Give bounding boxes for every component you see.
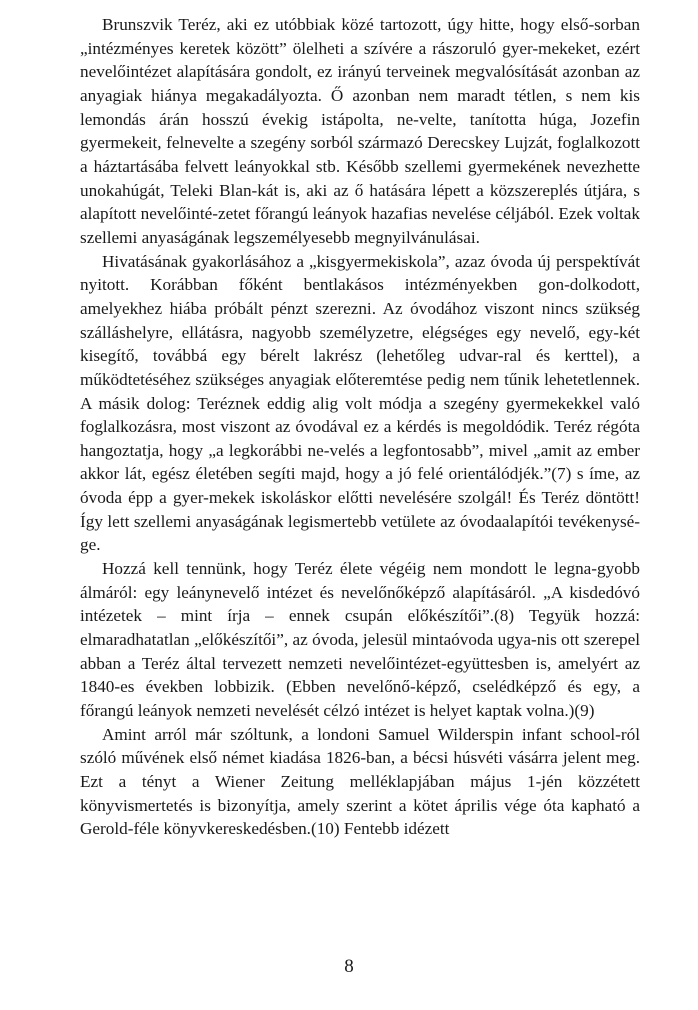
- text-body: [80, 13, 640, 841]
- paragraph-3: Hozzá kell tennünk, hogy Teréz élete végéig nem mondott le legna-gyobb álmáról: egy leánynevelő intézet és nevelőnőképző alapításáról. „A kisdedóvó intézetek – mint írja – ennek csupán előkészítői”.(8) Tegyük hozzá: elmaradhatatlan „előkészítői”, az óvoda, jelesül mintaóvoda ugya-nis ott szerepel abban a Teréz által tervezett nemzeti nevelőintézet-együttesben is, amelyért az 1840-es években lobbizik. (Ebben nevelőnő-képző, cselédképző és egy, a főrangú leányok nemzeti nevelését célzó intézet is helyet kaptak volna.)(9): [80, 559, 640, 721]
- paragraph-1: Brunszvik Teréz, aki ez utóbbiak közé tartozott, úgy hitte, hogy első-sorban „intézményes keretek között” ölelheti a szívére a rászoruló gyer-mekeket, ezért nevelőintézet alapítására gondolt, ez irányú terveinek megvalósítását azonban az anyagiak hiánya megakadályozta. Ő azonban nem maradt tétlen, s nem kis lemondás árán hosszú évekig istápolta, ne-velte, tanította húga, Jozefin gyermekeit, felnevelte a szegény sorból származó Derecskey Lujzát, foglalkozott a háztartásába felvett leányokkal stb. Később szellemi gyermekének nevezhette unokahúgát, Teleki Blan-kát is, aki az ő hatására lépett a közszereplés útjára, s alapított nevelőinté-zetet főrangú leányok hazafias nevelése céljából. Ezek voltak szellemi anyaságának legszemélyesebb megnyilvánulásai.: [80, 15, 640, 247]
- page-number: 8: [344, 956, 354, 977]
- paragraph-4: Amint arról már szóltunk, a londoni Samuel Wilderspin infant school-ról szóló művének első német kiadása 1826-ban, a bécsi húsvéti vásárra jelent meg. Ezt a tényt a Wiener Zeitung melléklapjában május 1-jén közzétett könyvismertetés is bizonyítja, amely szerint a kötet április vége óta kapható a Gerold-féle könyvkereskedésben.(10) Fentebb idézett: [80, 724, 640, 839]
- paragraph-2: Hivatásának gyakorlásához a „kisgyermekiskola”, azaz óvoda új perspektívát nyitott. Korábban főként bentlakásos intézményekben gon-dolkodott, amelyekhez hiába próbált pénzt szerezni. Az óvodához viszont nincs szükség szálláshelyre, ellátásra, nagyobb személyzetre, elégséges egy nevelő, egy-két kisegítő, továbbá egy bérelt lakrész (lehetőleg udvar-ral és kerttel), a működtetéséhez szükséges anyagiak előteremtése pedig nem tűnik lehetetlennek. A másik dolog: Teréznek eddig alig volt módja a szegény gyermekekkel való foglalkozásra, most viszont az óvodával ez a kérdés is megoldódik. Teréz régóta hangoztatja, hogy „a legkorábbi ne-velés a legfontosabb”, mivel „amit az ember akkor lát, egész életében segíti majd, hogy a jó felé orientálódjék.”(7) s íme, az óvoda épp a gyer-mekek iskoláskor előtti nevelésére szolgál! És Teréz döntött! Így lett szellemi anyaságának legismertebb vetülete az óvodaalapítói tevékenysé-ge.: [80, 251, 640, 555]
